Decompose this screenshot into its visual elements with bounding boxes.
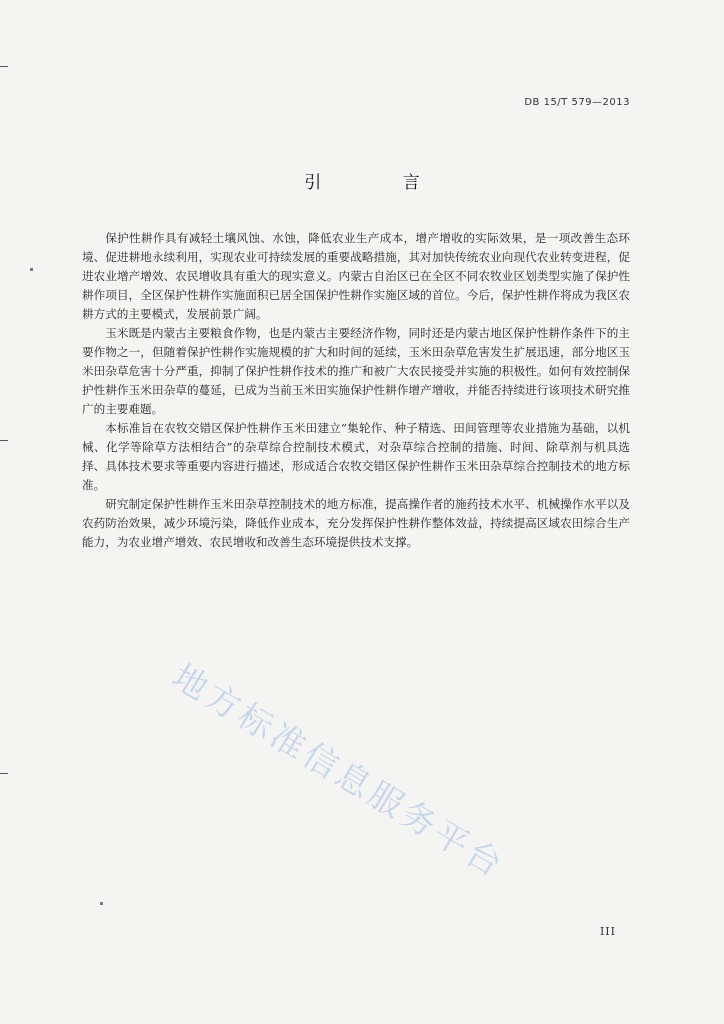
page-number: III <box>599 925 616 938</box>
watermark: 地方标准信息服务平台 <box>165 656 512 887</box>
scan-speck <box>30 268 33 271</box>
paragraph: 保护性耕作具有减轻土壤风蚀、水蚀，降低农业生产成本，增产增收的实际效果，是一项改善生态环境、促进耕地永续利用，实现农业可持续发展的重要战略措施，其对加快传统农业向现代农业转变进程，促进农业增产增效、农民增收具有重大的现实意义。内蒙古自治区已在全区不同农牧业区划类型实施了保护性耕作项目，全区保护性耕作实施面积已居全国保护性耕作实施区域的首位。今后，保护性耕作将成为我区农耕方式的主要模式，发展前景广阔。 <box>82 231 630 321</box>
paragraph: 本标准旨在农牧交错区保护性耕作玉米田建立“集轮作、种子精选、田间管理等农业措施为基础，以机械、化学等除草方法相结合”的杂草综合控制技术模式，对杂草综合控制的措施、时间、除草剂与机具选择、具体技术要求等重要内容进行描述，形成适合农牧交错区保护性耕作玉米田杂草综合控制技术的地方标准。 <box>82 421 630 492</box>
standard-number: DB 15/T 579—2013 <box>524 97 630 108</box>
scan-margin-mark <box>0 773 8 774</box>
paragraph: 玉米既是内蒙古主要粮食作物，也是内蒙古主要经济作物，同时还是内蒙古地区保护性耕作条件下的主要作物之一，但随着保护性耕作实施规模的扩大和时间的延续，玉米田杂草危害发生扩展迅速，部分地区玉米田杂草危害十分严重，抑制了保护性耕作技术的推广和被广大农民接受并实施的积极性。如何有效控制保护性耕作玉米田杂草的蔓延，已成为当前玉米田实施保护性耕作增产增收，并能否持续进行该项技术研究推广的主要难题。 <box>82 326 630 416</box>
section-title: 引 言 <box>304 173 458 193</box>
scan-margin-mark <box>0 440 8 441</box>
scan-margin-mark <box>0 66 8 67</box>
scan-speck <box>100 902 103 905</box>
introduction-body <box>82 229 630 552</box>
paragraph: 研究制定保护性耕作玉米田杂草控制技术的地方标准，提高操作者的施药技术水平、机械操作水平以及农药防治效果，减少环境污染，降低作业成本，充分发挥保护性耕作整体效益，持续提高区域农田综合生产能力，为农业增产增效、农民增收和改善生态环境提供技术支撑。 <box>82 497 630 549</box>
